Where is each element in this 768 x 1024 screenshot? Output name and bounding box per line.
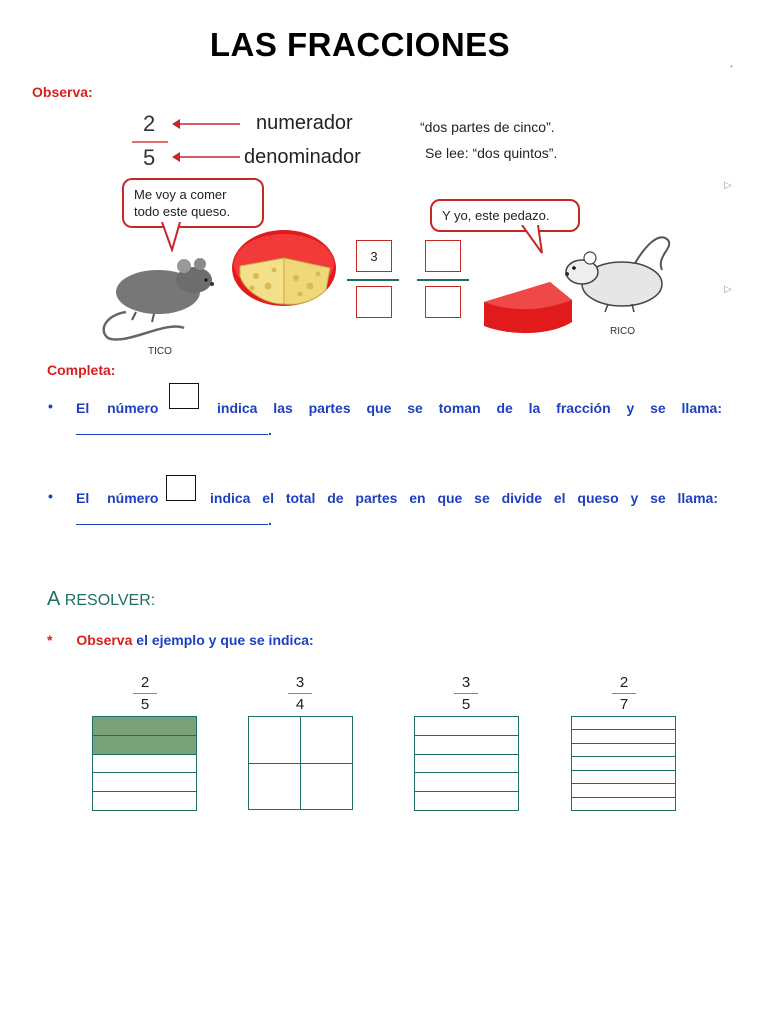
question-1-end: . [268, 422, 272, 438]
resolver-heading [47, 588, 155, 611]
grid-2-fraction [280, 674, 320, 713]
bubble-tail [520, 225, 548, 257]
grid-strip[interactable] [414, 772, 519, 792]
cheese-wheel-illustration [226, 228, 346, 318]
grid-1-rectangle[interactable] [92, 716, 197, 810]
grid-strip[interactable] [414, 716, 519, 736]
grid-strip[interactable] [571, 797, 676, 811]
grid-3-rectangle[interactable] [414, 716, 519, 810]
question-1-blank[interactable] [76, 422, 272, 440]
grid-strip[interactable] [571, 729, 676, 743]
grid-4-denominator: 7 [619, 696, 629, 713]
fraction-bar [454, 693, 478, 694]
mouse-rico-illustration [560, 232, 680, 322]
margin-arrow-icon: ▷ [724, 284, 732, 295]
grid-strip[interactable] [571, 756, 676, 770]
resolver-rest: RESOLVER: [64, 592, 156, 609]
fraction-bar [288, 693, 312, 694]
observa-label: Observa: [32, 84, 93, 100]
grid-3-denominator: 5 [461, 696, 471, 713]
answer-line [76, 523, 268, 525]
grid-2-numerator: 3 [295, 674, 305, 691]
fraction-bar [417, 279, 469, 281]
grid-1-fraction [125, 674, 165, 713]
grid-4-numerator: 2 [619, 674, 629, 691]
question-1-answer-box[interactable] [169, 383, 199, 409]
bubble-tail [160, 222, 184, 252]
grid-strip[interactable] [571, 716, 676, 730]
example-denominator: 5 [143, 145, 156, 170]
grid-3-numerator: 3 [461, 674, 471, 691]
margin-arrow-icon: ▷ [724, 180, 732, 191]
grid-strip[interactable] [92, 716, 197, 736]
tico-speech-bubble [122, 178, 264, 228]
denominator-box[interactable] [356, 286, 392, 318]
question-2-blank[interactable] [76, 512, 272, 530]
margin-mark: • [730, 62, 733, 71]
grid-1-denominator: 5 [140, 696, 150, 713]
rico-name: RICO [610, 326, 635, 337]
box-numerator-value: 3 [370, 248, 378, 264]
grid-strip[interactable] [414, 791, 519, 811]
tico-name: TICO [148, 346, 172, 357]
grid-2-cell[interactable] [248, 716, 301, 764]
grid-1-numerator: 2 [140, 674, 150, 691]
grid-2-cell[interactable] [300, 763, 353, 810]
numerator-box-empty[interactable] [425, 240, 461, 272]
instruction-red: Observa [76, 632, 133, 648]
arrow-icon [172, 150, 242, 164]
fraction-bar [612, 693, 636, 694]
numerator-box[interactable] [356, 240, 392, 272]
grid-4-fraction [604, 674, 644, 713]
question-1-prefix: El número [76, 400, 159, 416]
resolver-cap: A [47, 588, 61, 610]
rico-speech-text: Y yo, este pedazo. [442, 208, 550, 223]
grid-strip[interactable] [571, 783, 676, 797]
example-numerator: 2 [143, 111, 156, 136]
bullet-dot: • [48, 488, 53, 504]
completa-label: Completa: [47, 362, 116, 378]
question-1-text: indica las partes que se toman de la fracción y se llama: [217, 400, 722, 416]
question-2-text: indica el total de partes en que se divide el queso y se llama: [210, 490, 718, 506]
fraction-bar [347, 279, 399, 281]
answer-line [76, 433, 268, 435]
grid-strip[interactable] [414, 754, 519, 774]
grid-2-denominator: 4 [295, 696, 305, 713]
rico-speech-bubble [430, 199, 580, 232]
denominator-box-empty[interactable] [425, 286, 461, 318]
reading-line-2: Se lee: “dos quintos”. [425, 145, 558, 161]
instruction-line [47, 632, 314, 648]
numerator-term: numerador [256, 112, 353, 134]
page-title: LAS FRACCIONES [209, 26, 511, 63]
grid-2-rectangle[interactable] [248, 716, 353, 810]
tico-speech-text: Me voy a comer todo este queso. [134, 187, 231, 219]
grid-strip[interactable] [414, 735, 519, 755]
question-2-end: . [268, 512, 272, 528]
reading-line-1: “dos partes de cinco”. [420, 119, 555, 135]
grid-4-rectangle[interactable] [571, 716, 676, 810]
grid-strip[interactable] [92, 791, 197, 811]
mouse-tico-illustration [96, 250, 226, 346]
grid-strip[interactable] [92, 735, 197, 755]
arrow-icon [172, 117, 242, 131]
fraction-bar [132, 141, 168, 143]
bullet-dot: • [48, 398, 53, 414]
denominator-term: denominador [244, 146, 361, 168]
question-2-prefix: El número [76, 490, 159, 506]
grid-2-cell[interactable] [300, 716, 353, 764]
question-2-answer-box[interactable] [166, 475, 196, 501]
grid-strip[interactable] [92, 754, 197, 774]
instruction-blue: el ejemplo y que se indica: [136, 632, 314, 648]
grid-strip[interactable] [571, 770, 676, 784]
grid-strip[interactable] [571, 743, 676, 757]
fraction-bar [133, 693, 157, 694]
grid-3-fraction [446, 674, 486, 713]
grid-2-cell[interactable] [248, 763, 301, 810]
grid-strip[interactable] [92, 772, 197, 792]
instruction-star: * [47, 632, 53, 648]
